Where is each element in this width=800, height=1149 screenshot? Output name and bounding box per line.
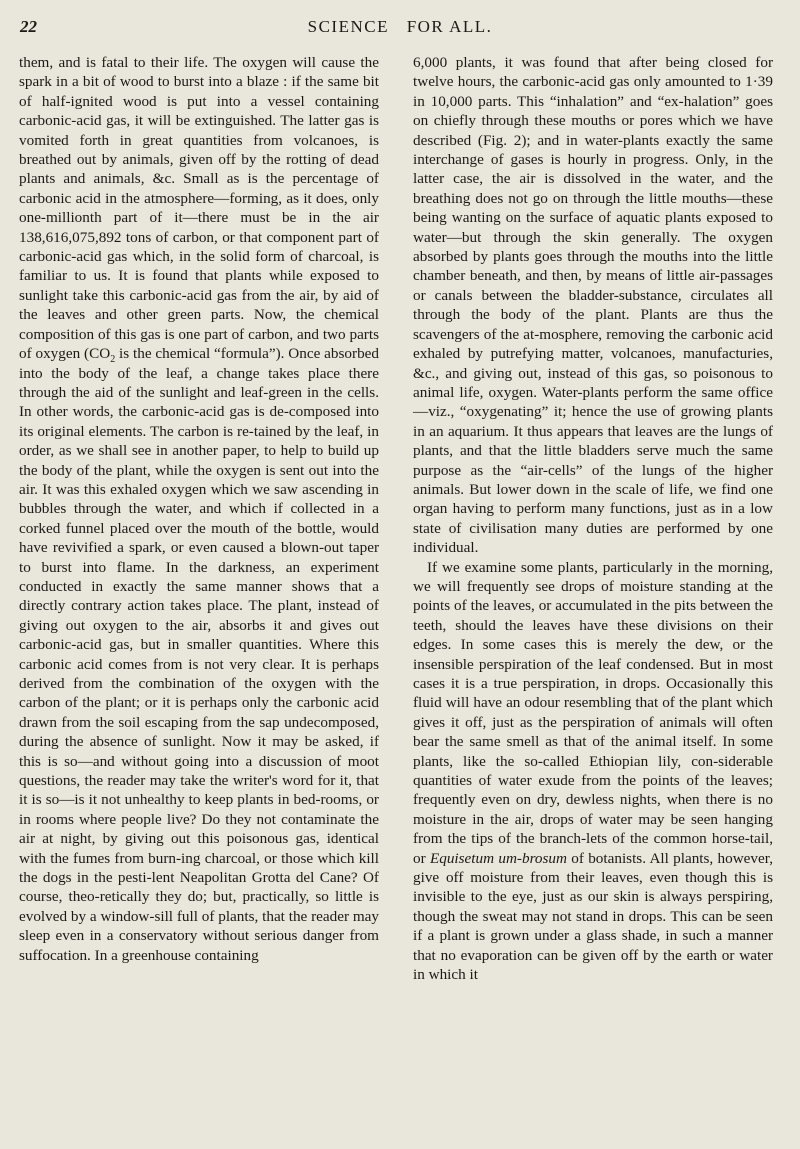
subscript: 2 — [110, 354, 116, 366]
paragraph: 6,000 plants, it was found that after being closed for twelve hours, the carbonic-acid gas only amounted to 1·39 in 10,000 parts. This “inhalation” and “ex-halation” goes on chiefly through these mouths or pores which we have described (Fig. 2); and in water-plants exactly the same interchange of gases is hourly in progress. Only, in the latter case, the air is dissolved in the water, and the breathing does not go on through the little mouths—these being wanting on the surface of aquatic plants exposed to water—but through the skin generally. The oxygen absorbed by plants goes through the mouths into the little chamber beneath, and then, by means of little air-passages or canals between the bladder-substance, circulates all through the body of the plant. Plants are thus the scavengers of the at-mosphere, removing the carbonic acid exhaled by putrefying matter, volcanoes, manufacturies, &c., and giving out, instead of this gas, so poisonous to animal life, oxygen. Water-plants perform the same office —viz., “oxygenating” it; hence the use of growing plants in an aquarium. It thus appears that leaves are the lungs of plants, and that the little bladders serve much the same purpose as the “air-cells” of the lungs of the higher animals. But lower down in the scale of life, we find one organ having to perform many functions, just as in a low state of civilisation many duties are performed by one individual. — [413, 54, 773, 557]
left-column — [19, 53, 379, 965]
page-number: 22 — [20, 17, 37, 36]
page-header — [20, 17, 780, 47]
paragraph-text: If we examine some plants, particularly in the morning, we will frequently see drops of moisture standing at the points of the leaves, or accumulated in the pits between the teeth, should the leaves have these divisions on their edges. In some cases this is merely the dew, or the insensible perspiration of the leaf condensed. But in most cases it is a true perspiration, in drops. Occasionally this fluid will have an odour resembling that of the plant which gives it off, just as the perspiration of animals will often bear the same smell as that of the animal itself. In some plants, like the so-called Ethiopian lily, con-siderable quantities of water exude from the points of the leaves; frequently even on dry, dewless nights, when there is no moisture in the air, drops of water may be seen hanging from the tips of the branch-lets of the common horse-tail, or — [413, 558, 773, 867]
paragraph-text: is the chemical “formula”). Once absorbed into the body of the leaf, a change takes place there through the aid of the sunlight and leaf-green in the cells. In other words, the carbonic-acid gas is de-composed into its original elements. The carbon is re-tained by the leaf, in order, as we shall see in another paper, to help to build up the body of the plant, while the oxygen is sent out into the air. It was this exhaled oxygen which we saw ascending in bubbles through the water, and which if collected in a corked funnel placed over the mouth of the bottle, would have revivified a spark, or even caused a blown-out taper to burst into flame. In the darkness, an experiment conducted in exactly the same manner shows that a directly contrary action takes place. The plant, instead of giving out oxygen to the air, absorbs it and gives out carbonic-acid gas, but in smaller quantities. Where this carbonic acid comes from is not very clear. It is perhaps derived from the combination of the oxygen with the carbon of the plant; or it is perhaps only the carbonic acid drawn from the soil escaping from the sap undecomposed, during the absence of sunlight. Now it may be asked, if this is so—and without going into a discussion of moot questions, the reader may take the writer's word for it, that it is so—is it not unhealthy to keep plants in bed-rooms, or in rooms where people live? Do they not contaminate the air at night, by giving out this poisonous gas, identical with the fumes from burn-ing charcoal, or those which kill the dogs in the pesti-lent Neapolitan Grotta del Cane? Of course, theo-retically they do; but, practically, so little is evolved by a window-sill full of plants, that the reader may sleep even in a conservatory without serious danger from suffocation. In a greenhouse containing — [19, 345, 379, 964]
paragraph-text: them, and is fatal to their life. The oxygen will cause the spark in a bit of wood to burst into a blaze : if the same bit of half-ignited wood is put into a vessel containing carbonic-acid gas, it will be extinguished. The latter gas is vomited forth in great quantities from volcanoes, is breathed out by animals, given off by the rotting of dead plants and animals, &c. Small as is the percentage of carbonic acid in the atmosphere—forming, as it does, only one-millionth part of it—there must be in the air 138,616,075,892 tons of carbon, or that component part of carbonic-acid gas which, in the solid form of charcoal, is familiar to us. It is found that plants while exposed to sunlight take this carbonic-acid gas from the air, by aid of the leaves and other green parts. Now, the chemical composition of this gas is one part of carbon, and two parts of oxygen (CO — [19, 54, 379, 363]
running-title-left: SCIENCE — [307, 17, 389, 36]
species-name: Equisetum um-brosum — [429, 849, 567, 867]
running-title-right: FOR ALL. — [406, 17, 493, 36]
right-column — [413, 53, 773, 985]
paragraph — [19, 53, 379, 965]
paragraph — [413, 558, 773, 985]
paragraph-text: of botanists. All plants, however, give off moisture from their leaves, even though this is invisible to the eye, just as our skin is always perspiring, though the sweat may not stand in drops. This can be seen if a plant is grown under a glass shade, in such a manner that no evaporation can be given off by the earth or water in which it — [413, 849, 773, 984]
running-title — [20, 17, 780, 37]
